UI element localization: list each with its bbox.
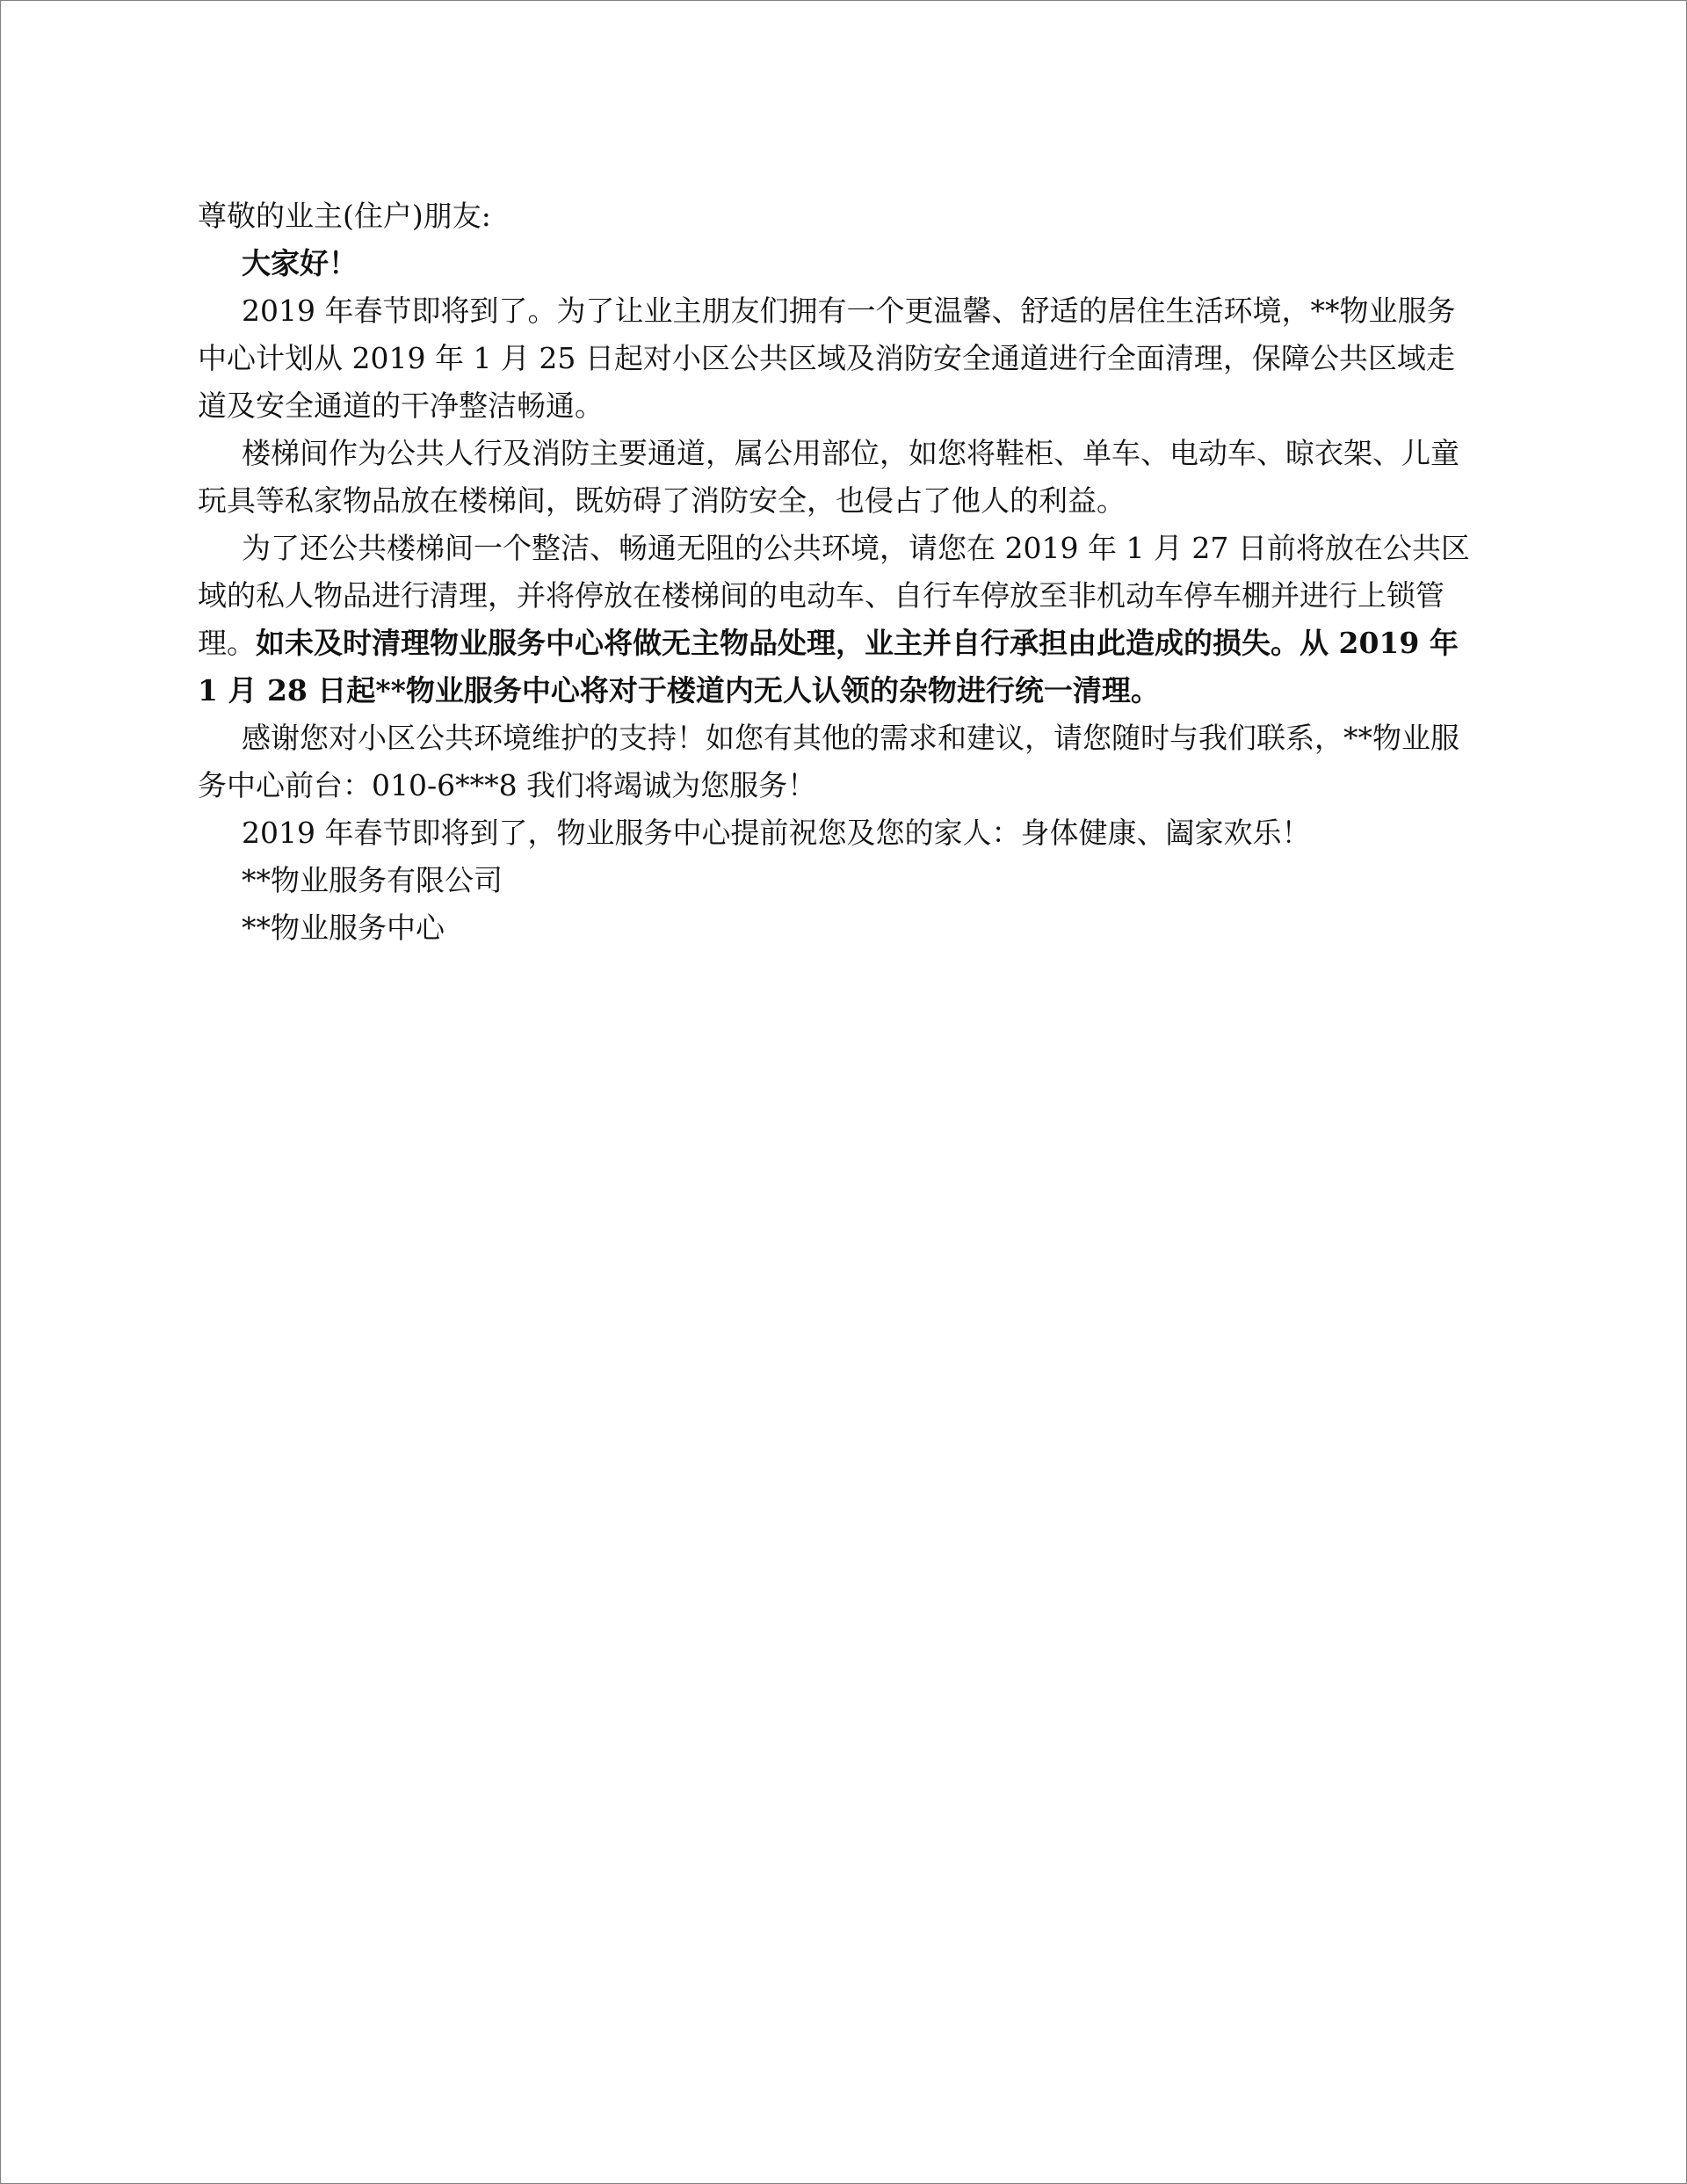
paragraph-cleanup-request: 为了还公共楼梯间一个整洁、畅通无阻的公共环境，请您在 2019 年 1 月 27 日前将放在公共区域的私人物品进行清理，并将停放在楼梯间的电动车、自行车停放至非机动车停车棚并进行上锁管理。 (198, 531, 1470, 660)
paragraph-cleanup (198, 525, 1481, 715)
signature-company: **物业服务有限公司 (242, 863, 503, 897)
paragraph-thanks: 感谢您对小区公共环境维护的支持！如您有其他的需求和建议，请您随时与我们联系，**物业服务中心前台：010-6***8 我们将竭诚为您服务！ (198, 721, 1459, 802)
paragraph-stairwell: 楼梯间作为公共人行及消防主要通道，属公用部位，如您将鞋柜、单车、电动车、晾衣架、儿童玩具等私家物品放在楼梯间，既妨碍了消防安全，也侵占了他人的利益。 (198, 436, 1459, 518)
signature-center: **物业服务中心 (242, 911, 445, 945)
salutation: 尊敬的业主(住户)朋友: (198, 199, 491, 233)
paragraph-notice: 2019 年春节即将到了。为了让业主朋友们拥有一个更温馨、舒适的居住生活环境，**物业服务中心计划从 2019 年 1 月 25 日起对小区公共区域及消防安全通道进行全面清理，保障公共区域走道及安全通道的干净整洁畅通。 (198, 294, 1456, 423)
hello-line: 大家好！ (242, 246, 358, 280)
letter-body (198, 192, 1481, 952)
paragraph-cleanup-warning: 如未及时清理物业服务中心将做无主物品处理，业主并自行承担由此造成的损失。从 2019 年 1 月 28 日起**物业服务中心将对于楼道内无人认领的杂物进行统一清理。 (198, 626, 1459, 707)
paragraph-greetings: 2019 年春节即将到了，物业服务中心提前祝您及您的家人：身体健康、阖家欢乐！ (242, 816, 1311, 850)
